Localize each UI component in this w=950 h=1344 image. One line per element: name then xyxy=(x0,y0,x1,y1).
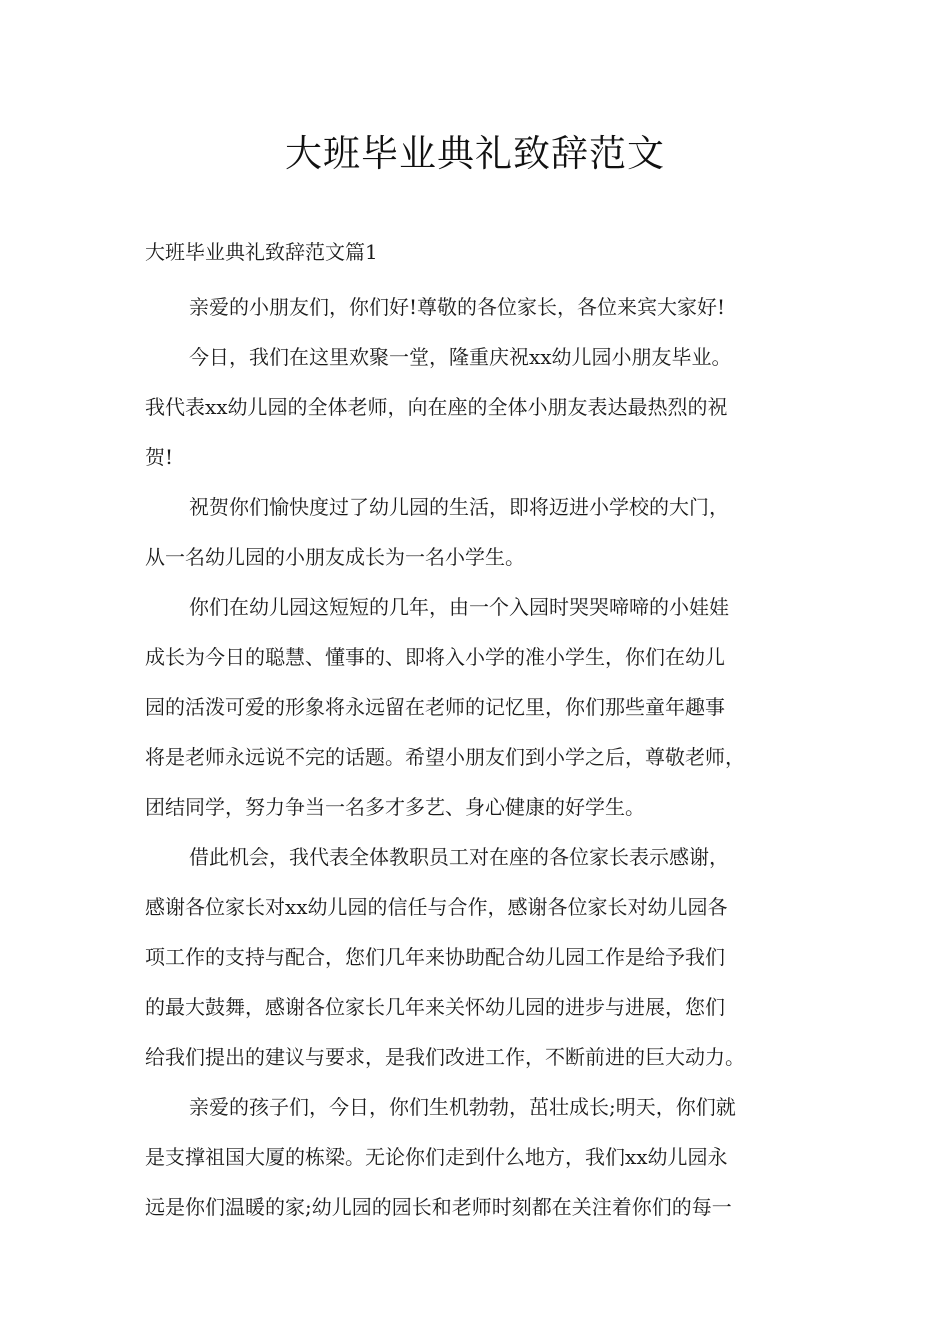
paragraph-line: 我代表xx幼儿园的全体老师，向在座的全体小朋友表达最热烈的祝 xyxy=(145,395,728,419)
paragraph-line: 亲爱的孩子们，今日，你们生机勃勃，茁壮成长;明天，你们就 xyxy=(189,1095,736,1119)
paragraph-line: 是支撑祖国大厦的栋梁。无论你们走到什么地方，我们xx幼儿园永 xyxy=(145,1145,728,1169)
page-title: 大班毕业典礼致辞范文 xyxy=(285,132,665,175)
paragraph-4 xyxy=(145,582,817,832)
paragraph-line: 你们在幼儿园这短短的几年，由一个入园时哭哭啼啼的小娃娃 xyxy=(189,595,729,619)
paragraph-3 xyxy=(145,482,817,582)
paragraph-2 xyxy=(145,332,817,482)
paragraph-line: 团结同学，努力争当一名多才多艺、身心健康的好学生。 xyxy=(145,795,645,819)
paragraph-line: 贺! xyxy=(145,445,174,469)
document-body xyxy=(145,232,817,1232)
paragraph-line: 远是你们温暖的家;幼儿园的园长和老师时刻都在关注着你们的每一 xyxy=(145,1195,732,1219)
paragraph-line: 项工作的支持与配合，您们几年来协助配合幼儿园工作是给予我们 xyxy=(145,945,725,969)
paragraph-line: 从一名幼儿园的小朋友成长为一名小学生。 xyxy=(145,545,525,569)
paragraph-5 xyxy=(145,832,817,1082)
paragraph-line: 借此机会，我代表全体教职员工对在座的各位家长表示感谢， xyxy=(189,845,729,869)
paragraph-6 xyxy=(145,1082,817,1232)
paragraph-line: 成长为今日的聪慧、懂事的、即将入小学的准小学生，你们在幼儿 xyxy=(145,645,725,669)
section-heading: 大班毕业典礼致辞范文篇1 xyxy=(145,240,378,264)
paragraph-line: 给我们提出的建议与要求，是我们改进工作，不断前进的巨大动力。 xyxy=(145,1045,745,1069)
paragraph-line: 园的活泼可爱的形象将永远留在老师的记忆里，你们那些童年趣事 xyxy=(145,695,725,719)
paragraph-line: 感谢各位家长对xx幼儿园的信任与合作，感谢各位家长对幼儿园各 xyxy=(145,895,728,919)
paragraph-line: 将是老师永远说不完的话题。希望小朋友们到小学之后，尊敬老师， xyxy=(145,745,745,769)
paragraph-line: 亲爱的小朋友们，你们好!尊敬的各位家长，各位来宾大家好! xyxy=(189,295,726,319)
paragraph-line: 的最大鼓舞，感谢各位家长几年来关怀幼儿园的进步与进展，您们 xyxy=(145,995,725,1019)
paragraph-1 xyxy=(145,282,817,332)
paragraph-line: 祝贺你们愉快度过了幼儿园的生活，即将迈进小学校的大门， xyxy=(189,495,729,519)
paragraph-line: 今日，我们在这里欢聚一堂，隆重庆祝xx幼儿园小朋友毕业。 xyxy=(189,345,732,369)
